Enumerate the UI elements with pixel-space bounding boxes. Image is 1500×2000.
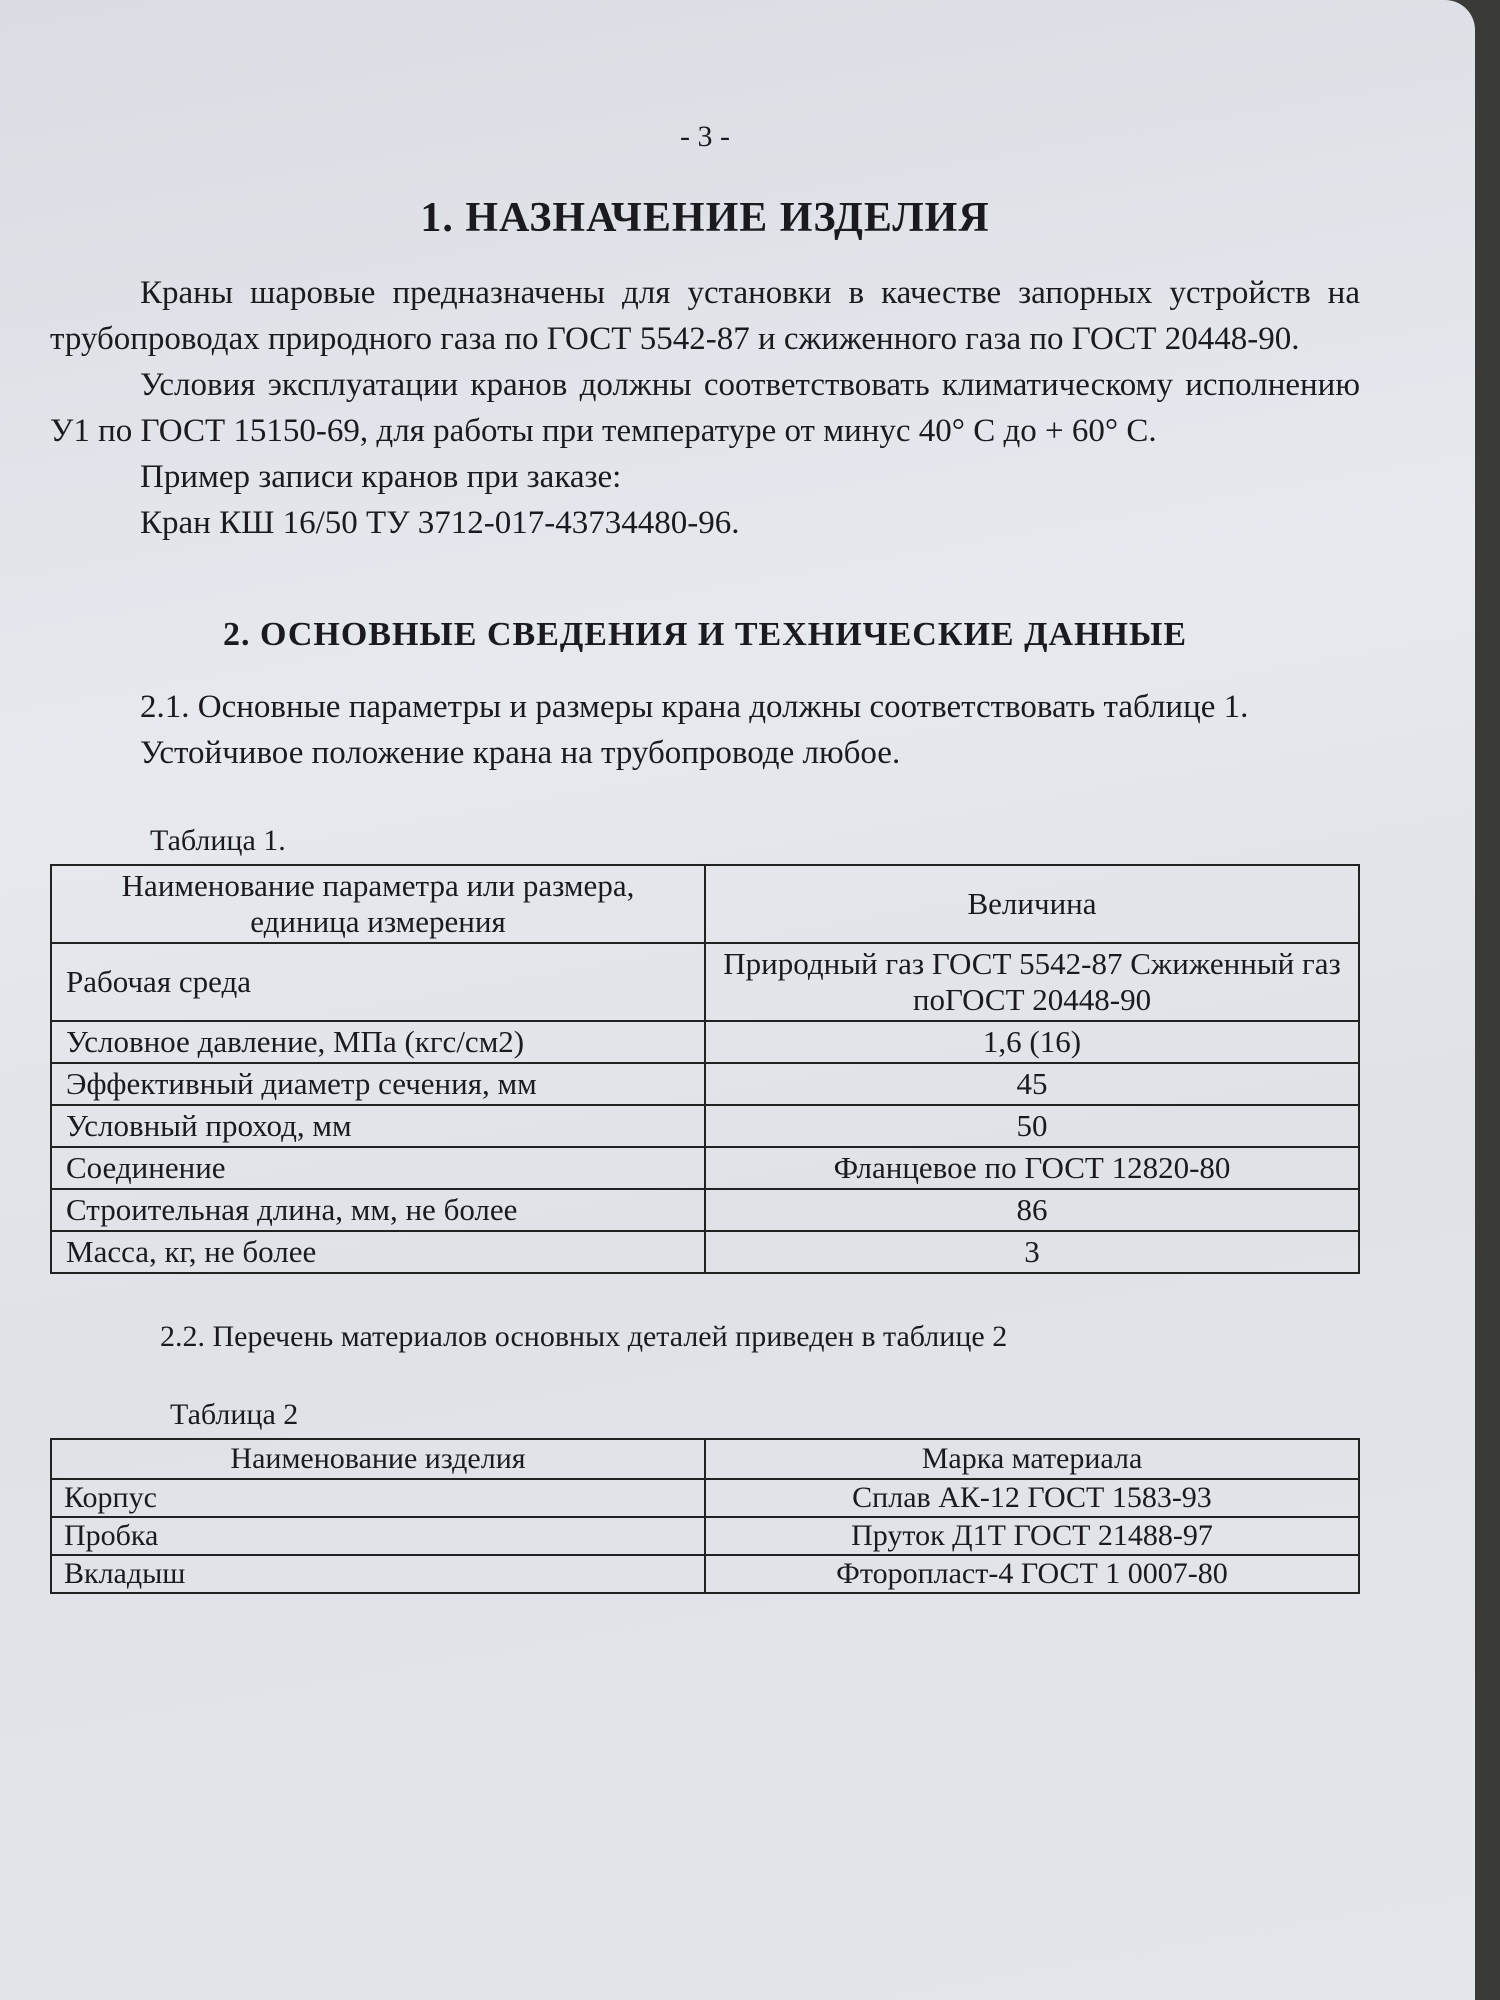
table1-header-row — [51, 865, 1359, 943]
table2-item-cell: Корпус — [51, 1479, 705, 1517]
table2-item-cell: Пробка — [51, 1517, 705, 1555]
table2-material-cell: Пруток Д1Т ГОСТ 21488-97 — [705, 1517, 1359, 1555]
table1-value-cell: 86 — [705, 1189, 1359, 1231]
document-content — [50, 120, 1360, 1594]
table-row — [51, 1063, 1359, 1105]
table1-value-cell: 50 — [705, 1105, 1359, 1147]
table1-value-cell: Фланцевое по ГОСТ 12820-80 — [705, 1147, 1359, 1189]
section1-para1: Краны шаровые предназначены для установки в качестве запорных устройств на трубопроводах природного газа по ГОСТ 5542-87 и сжиженного газа по ГОСТ 20448-90. — [50, 275, 1360, 357]
table2-caption: Таблица 2 — [170, 1398, 299, 1431]
table2-header-cell: Наименование изделия — [51, 1439, 705, 1479]
table2-material-cell: Сплав АК-12 ГОСТ 1583-93 — [705, 1479, 1359, 1517]
table1-header-cell: Наименование параметра или размера, единица измерения — [51, 865, 705, 943]
table2-header-row — [51, 1439, 1359, 1479]
table1-value-cell: 3 — [705, 1231, 1359, 1273]
table1-param-cell: Эффективный диаметр сечения, мм — [51, 1063, 705, 1105]
table1-param-cell: Соединение — [51, 1147, 705, 1189]
table-row — [51, 1231, 1359, 1273]
section2-para2: Устойчивое положение крана на трубопроводе любое. — [140, 735, 901, 771]
table-row — [51, 1189, 1359, 1231]
table1-param-cell: Рабочая среда — [51, 943, 705, 1021]
table-row — [51, 943, 1359, 1021]
section1-para2: Условия эксплуатации кранов должны соответствовать климатическому исполнению У1 по ГОСТ 15150-69, для работы при температуре от минус 40° С до + 60° С. — [50, 367, 1360, 449]
table1-caption: Таблица 1. — [150, 824, 286, 857]
table1-header-cell: Величина — [705, 865, 1359, 943]
table-row — [51, 1555, 1359, 1593]
table1-param-cell: Строительная длина, мм, не более — [51, 1189, 705, 1231]
table1-param-cell: Условный проход, мм — [51, 1105, 705, 1147]
table2 — [50, 1438, 1360, 1594]
table2-header-cell: Марка материала — [705, 1439, 1359, 1479]
table-row — [51, 1517, 1359, 1555]
table1 — [50, 864, 1360, 1274]
table1-value-cell: 45 — [705, 1063, 1359, 1105]
table-row — [51, 1105, 1359, 1147]
table1-value-cell: Природный газ ГОСТ 5542-87 Сжиженный газ поГОСТ 20448-90 — [705, 943, 1359, 1021]
table-row — [51, 1021, 1359, 1063]
table1-param-cell: Масса, кг, не более — [51, 1231, 705, 1273]
section2-para3: 2.2. Перечень материалов основных деталей приведен в таблице 2 — [160, 1320, 1008, 1353]
table1-param-cell: Условное давление, МПа (кгс/см2) — [51, 1021, 705, 1063]
table1-value-cell: 1,6 (16) — [705, 1021, 1359, 1063]
section1-para3: Пример записи кранов при заказе: — [140, 459, 622, 495]
section2-para1: 2.1. Основные параметры и размеры крана должны соответствовать таблице 1. — [140, 689, 1249, 725]
table2-item-cell: Вкладыш — [51, 1555, 705, 1593]
section1-para4: Кран КШ 16/50 ТУ 3712-017-43734480-96. — [140, 505, 740, 541]
table-row — [51, 1479, 1359, 1517]
page-number: - 3 - — [680, 120, 730, 153]
table-row — [51, 1147, 1359, 1189]
section1-title: 1. НАЗНАЧЕНИЕ ИЗДЕЛИЯ — [420, 195, 990, 241]
section2-title: 2. ОСНОВНЫЕ СВЕДЕНИЯ И ТЕХНИЧЕСКИЕ ДАННЫЕ — [222, 616, 1188, 653]
table2-material-cell: Фторопласт-4 ГОСТ 1 0007-80 — [705, 1555, 1359, 1593]
